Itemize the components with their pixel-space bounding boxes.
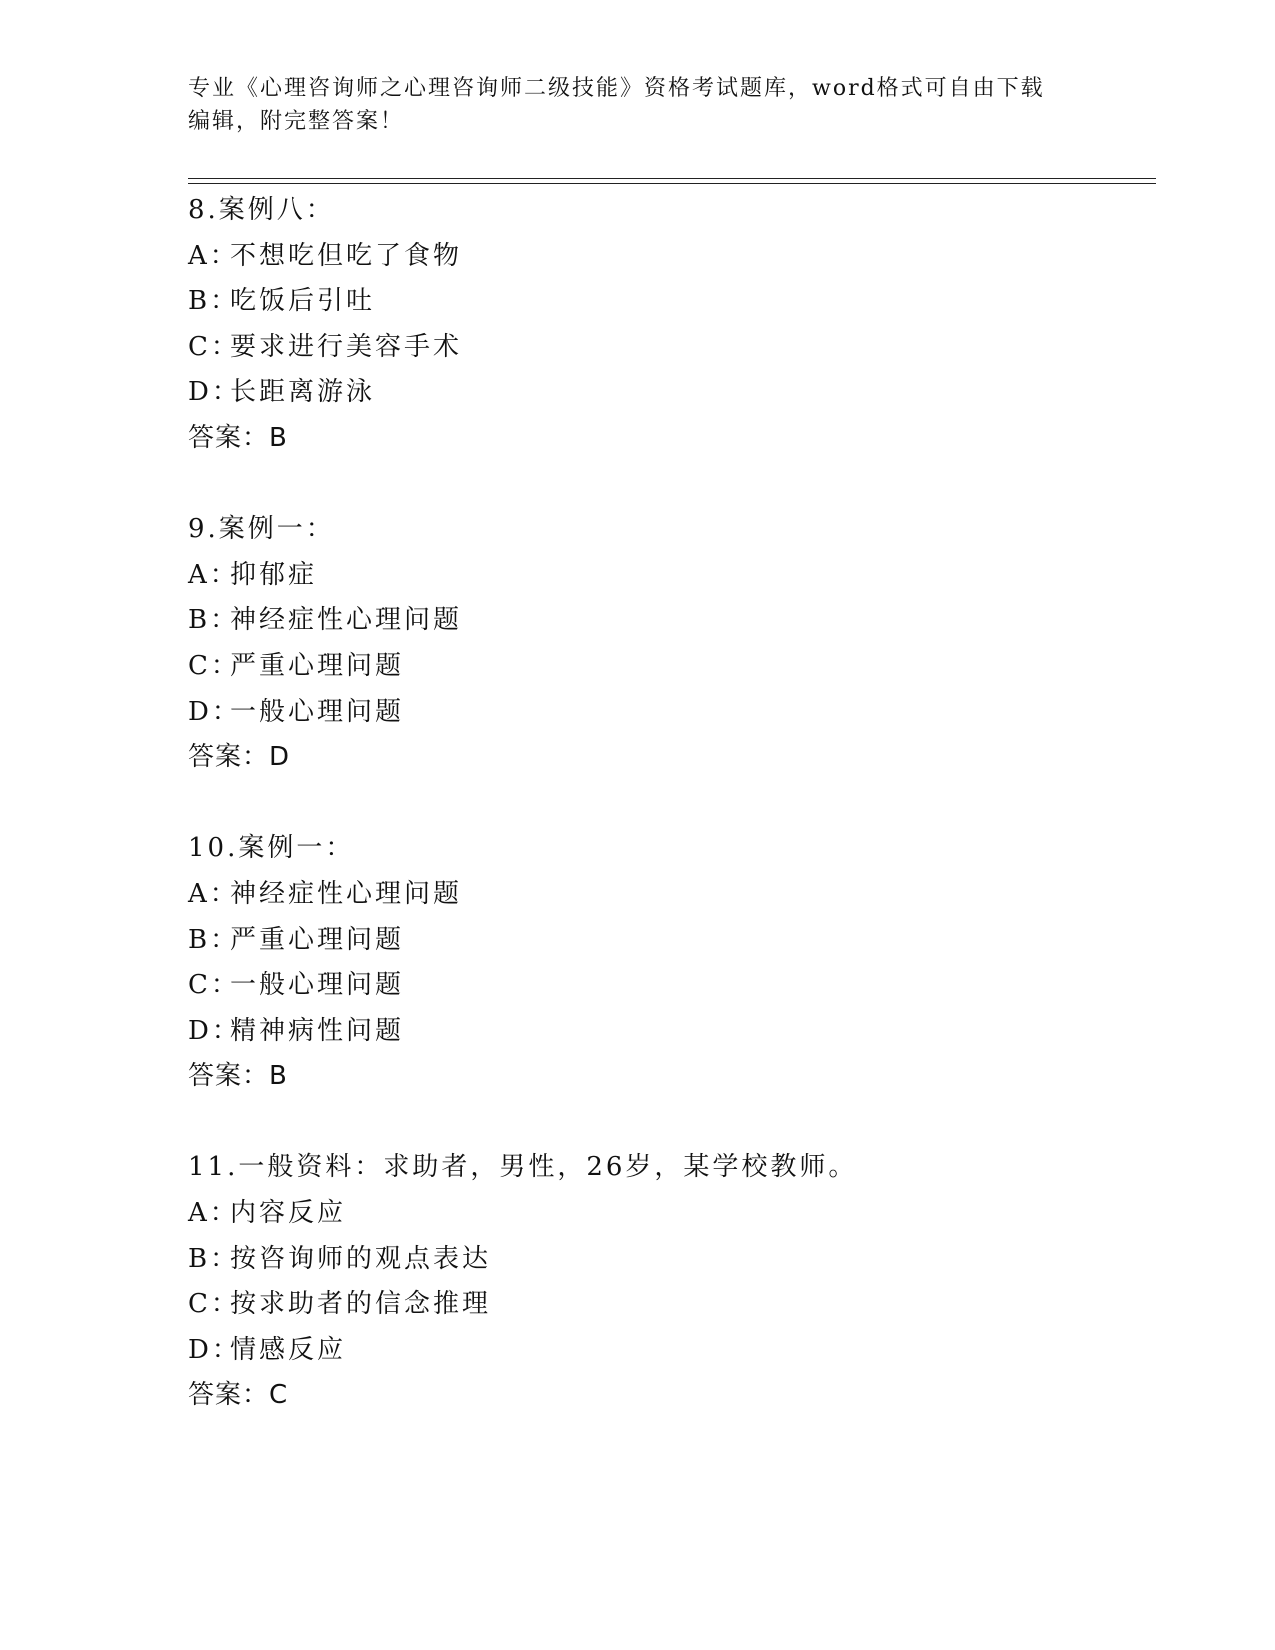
- question-title: 9.案例一：: [188, 514, 335, 545]
- option-text: 吃饭后引吐: [230, 286, 376, 317]
- option-text: 精神病性问题: [230, 1015, 405, 1046]
- option-c: [188, 963, 1148, 1009]
- option-c: [188, 1282, 1148, 1328]
- option-text: 神经症性心理问题: [230, 878, 463, 909]
- option-text: 严重心理问题: [230, 924, 405, 955]
- question-11: [188, 1145, 1148, 1419]
- option-d: [188, 690, 1148, 736]
- option-a: [188, 1191, 1148, 1237]
- option-b: [188, 918, 1148, 964]
- header-line-2: 编辑，附完整答案！: [188, 109, 405, 134]
- option-letter: D：: [188, 1334, 241, 1365]
- option-letter: C：: [188, 331, 240, 362]
- question-spacer: [188, 462, 1148, 508]
- option-text: 长距离游泳: [230, 377, 376, 408]
- option-letter: A：: [188, 1198, 239, 1229]
- option-letter: A：: [188, 240, 239, 271]
- option-text: 情感反应: [230, 1334, 347, 1365]
- option-letter: B：: [188, 605, 240, 636]
- option-text: 按求助者的信念推理: [230, 1289, 492, 1320]
- question-list: [188, 188, 1148, 1419]
- option-letter: B：: [188, 1243, 240, 1274]
- option-text: 内容反应: [230, 1198, 347, 1229]
- option-letter: C：: [188, 970, 240, 1001]
- document-header: [188, 72, 1088, 138]
- question-spacer: [188, 1100, 1148, 1146]
- question-title: 8.案例八：: [188, 195, 335, 225]
- option-d: [188, 1328, 1148, 1374]
- header-line-1: 专业《心理咨询师之心理咨询师二级技能》资格考试题库，word格式可自由下载: [188, 76, 1045, 101]
- answer-line: 答案：B: [188, 422, 288, 453]
- answer-line: 答案：B: [188, 1061, 288, 1092]
- question-9: [188, 507, 1148, 781]
- question-title: 10.案例一：: [188, 833, 355, 864]
- option-text: 按咨询师的观点表达: [230, 1243, 492, 1274]
- option-c: [188, 325, 1148, 371]
- question-spacer: [188, 781, 1148, 827]
- question-10: [188, 826, 1148, 1100]
- option-text: 抑郁症: [230, 559, 318, 590]
- option-letter: A：: [188, 559, 239, 590]
- option-letter: D：: [188, 377, 241, 408]
- option-text: 不想吃但吃了食物: [230, 240, 463, 271]
- option-b: [188, 598, 1148, 644]
- option-b: [188, 279, 1148, 325]
- option-letter: D：: [188, 1015, 241, 1046]
- answer-line: 答案：C: [188, 1380, 289, 1411]
- option-b: [188, 1237, 1148, 1283]
- question-title: 11.一般资料：求助者，男性，26岁，某学校教师。: [188, 1152, 858, 1183]
- option-a: [188, 234, 1148, 280]
- option-letter: B：: [188, 286, 240, 317]
- option-text: 要求进行美容手术: [230, 331, 463, 362]
- answer-line: 答案：D: [188, 742, 291, 773]
- header-divider-top: [188, 178, 1156, 179]
- option-text: 一般心理问题: [230, 970, 405, 1001]
- header-divider-bottom: [188, 183, 1156, 184]
- option-text: 严重心理问题: [230, 650, 405, 681]
- question-8: [188, 188, 1148, 462]
- option-d: [188, 1009, 1148, 1055]
- option-letter: D：: [188, 696, 241, 727]
- option-letter: B：: [188, 924, 240, 955]
- option-letter: A：: [188, 878, 239, 909]
- option-c: [188, 644, 1148, 690]
- option-a: [188, 553, 1148, 599]
- option-d: [188, 370, 1148, 416]
- option-text: 一般心理问题: [230, 696, 405, 727]
- option-letter: C：: [188, 650, 240, 681]
- option-letter: C：: [188, 1289, 240, 1320]
- option-text: 神经症性心理问题: [230, 605, 463, 636]
- option-a: [188, 872, 1148, 918]
